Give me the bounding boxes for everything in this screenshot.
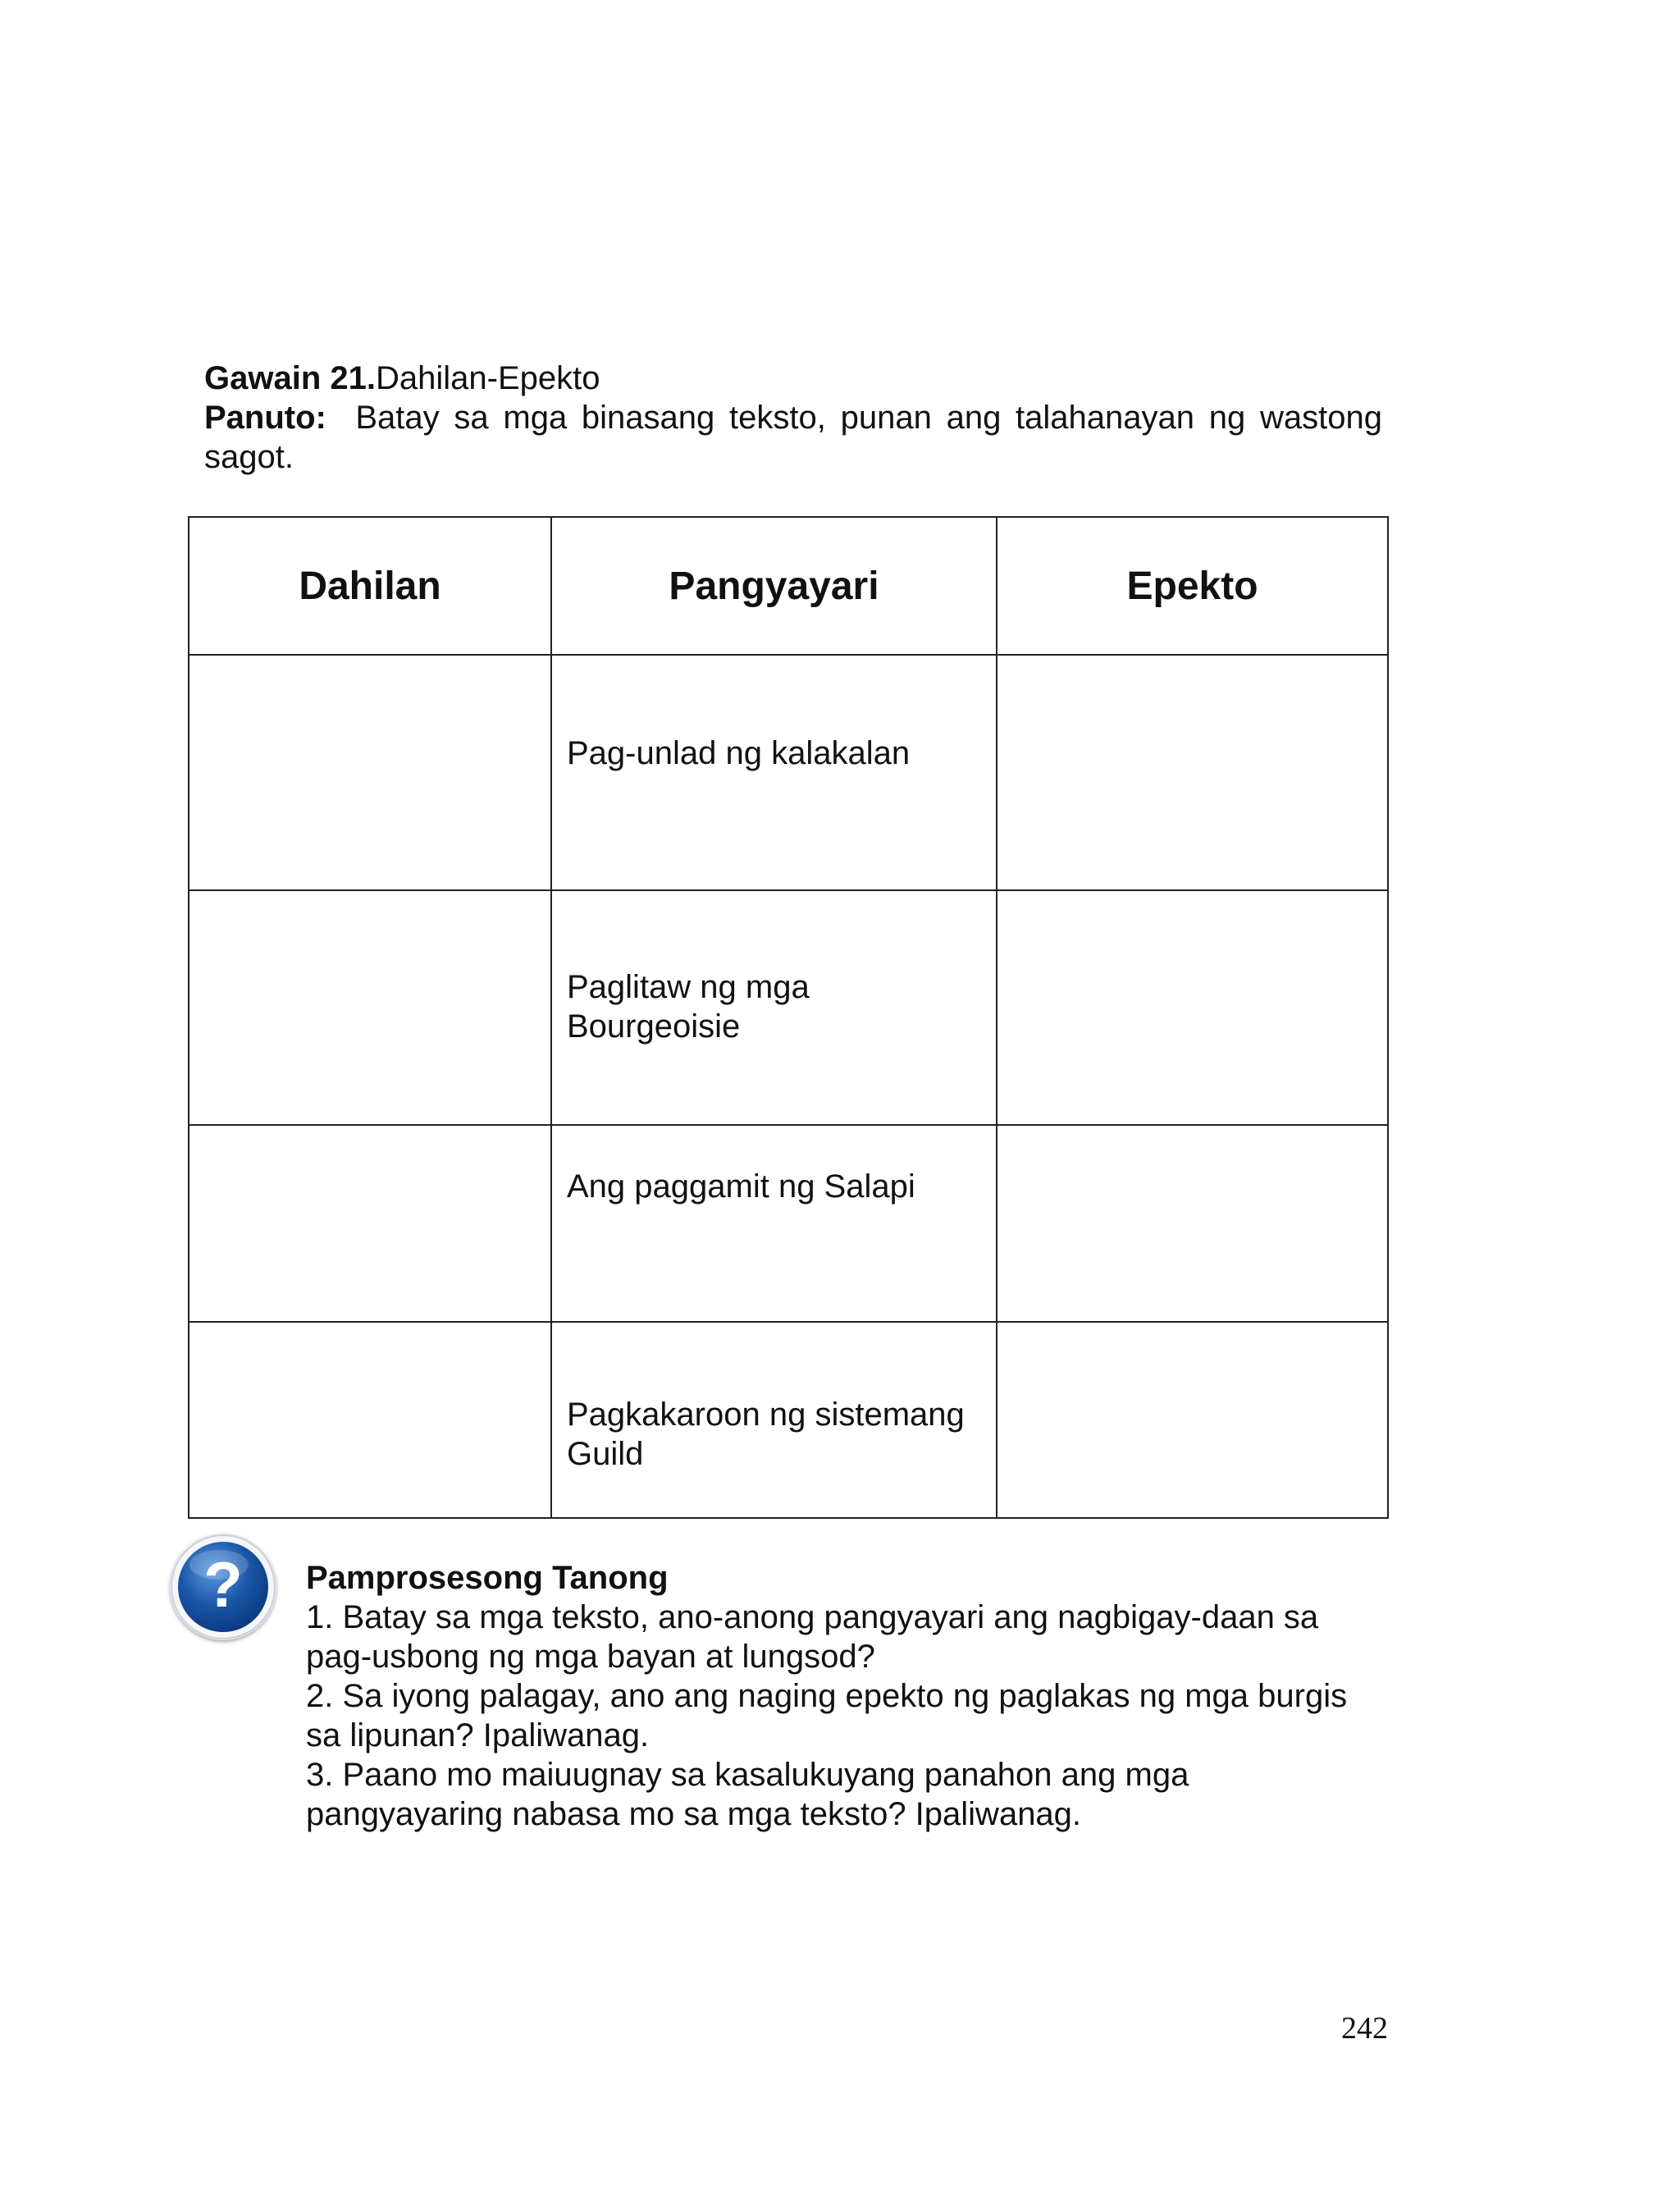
pangyayari-text: Ang paggamit ng Salapi [567, 1168, 915, 1205]
pangyayari-text: Pag-unlad ng kalakalan [567, 735, 911, 771]
instructions-label: Panuto: [204, 400, 326, 436]
header-epekto: Epekto [997, 517, 1388, 655]
cause-effect-table [188, 516, 1389, 1519]
question-item: 3. Paano mo maiuugnay sa kasalukuyang panahon ang mga pangyayaring nabasa mo sa mga teksto? Ipaliwanag. [306, 1757, 1189, 1832]
header-dahilan: Dahilan [189, 517, 551, 655]
epekto-cell[interactable] [997, 655, 1388, 890]
pangyayari-text: Paglitaw ng mga Bourgeoisie [567, 968, 810, 1045]
question-item: 1. Batay sa mga teksto, ano-anong pangyayari ang nagbigay-daan sa pag-usbong ng mga bayan at lungsod? [306, 1599, 1319, 1675]
question-item: 2. Sa iyong palagay, ano ang naging epekto ng paglakas ng mga burgis sa lipunan? Ipaliwanag. [306, 1678, 1348, 1753]
dahilan-cell[interactable] [189, 890, 551, 1126]
activity-label: Gawain 21. [204, 360, 376, 396]
pangyayari-cell [551, 890, 997, 1126]
table-row [189, 1125, 1388, 1321]
table-row [189, 890, 1388, 1126]
page-number: 242 [1341, 2011, 1388, 2046]
table-row [189, 655, 1388, 890]
pangyayari-cell [551, 1322, 997, 1518]
dahilan-cell[interactable] [189, 1125, 551, 1321]
epekto-cell[interactable] [997, 1322, 1388, 1518]
pangyayari-text: Pagkakaroon ng sistemang Guild [567, 1396, 965, 1472]
epekto-cell[interactable] [997, 1125, 1388, 1321]
instructions [204, 398, 1382, 477]
dahilan-cell[interactable] [189, 1322, 551, 1518]
pangyayari-cell [551, 1125, 997, 1321]
epekto-cell[interactable] [997, 890, 1388, 1126]
activity-title: Dahilan-Epekto [375, 360, 600, 396]
svg-text:?: ? [203, 1548, 243, 1621]
question-mark-icon [170, 1534, 276, 1640]
instructions-text: Batay sa mga binasang teksto, punan ang talahanayan ng wastong sagot. [204, 400, 1382, 475]
activity-title-line [204, 359, 1382, 398]
activity-heading [204, 359, 1382, 477]
questions-title: Pamprosesong Tanong [306, 1560, 669, 1596]
dahilan-cell[interactable] [189, 655, 551, 890]
table-row [189, 1322, 1388, 1518]
pangyayari-cell [551, 655, 997, 890]
table-header-row [189, 517, 1388, 655]
header-pangyayari: Pangyayari [551, 517, 997, 655]
processing-questions [306, 1558, 1389, 1834]
